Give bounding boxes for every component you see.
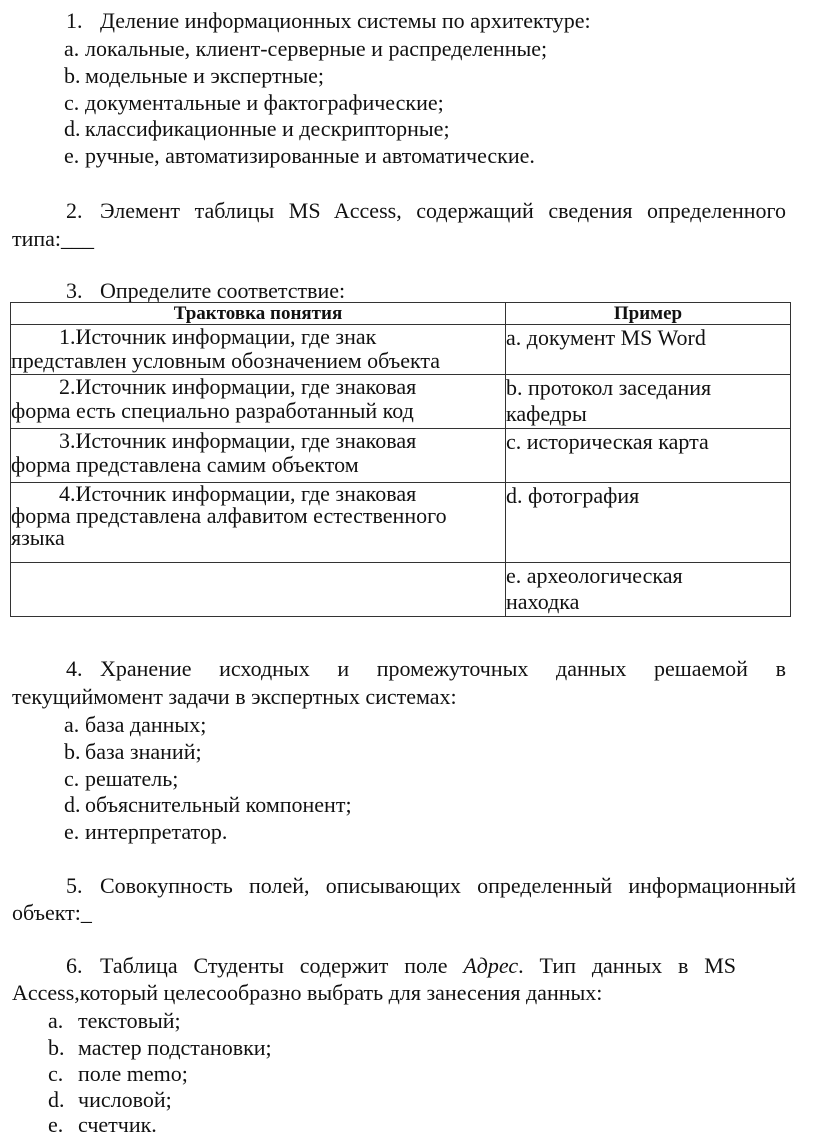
cell-text: 3.Источник информации, где знаковая: [59, 428, 417, 453]
q6-option-e: [48, 1112, 157, 1138]
option-text: текстовый;: [78, 1008, 181, 1033]
option-letter: e.: [48, 1112, 64, 1137]
q4-option-a: [64, 712, 206, 738]
option-text: поле memo;: [78, 1061, 188, 1086]
q3-number: 3.: [66, 278, 83, 303]
q1-title: [66, 8, 591, 34]
q6-field-name: Адрес: [463, 953, 519, 978]
row-1-right: [506, 325, 791, 375]
q2-text-line1: Элемент таблицы MS Access, содержащий сведения определенного: [100, 198, 786, 223]
q3-title: [66, 278, 345, 304]
option-letter: a.: [64, 36, 80, 61]
option-letter: c.: [48, 1061, 64, 1086]
option-text: база данных;: [85, 712, 207, 737]
option-text: документальные и фактографические;: [85, 90, 444, 115]
option-text: база знаний;: [85, 739, 202, 764]
option-text: классификационные и дескрипторные;: [85, 116, 450, 141]
q1-number: 1.: [66, 8, 83, 33]
q6-option-c: [48, 1061, 188, 1087]
cell-text: d. фотография: [506, 483, 640, 508]
option-letter: c.: [64, 766, 80, 791]
table-row: [11, 375, 791, 429]
option-text: объяснительный компонент;: [85, 792, 352, 817]
q4-option-c: [64, 766, 178, 792]
row-2-left: [11, 375, 506, 429]
option-letter: e.: [64, 819, 80, 844]
q1-option-b: [64, 63, 324, 89]
q6-option-b: [48, 1035, 272, 1061]
q4-line2: текущиймомент задачи в экспертных системах:: [12, 684, 457, 709]
q1-option-c: [64, 90, 444, 116]
cell-text: b. протокол заседания: [506, 375, 712, 400]
row-4-right: [506, 483, 791, 563]
row-1-left: [11, 325, 506, 375]
q4-number: 4.: [66, 656, 83, 681]
option-text: модельные и экспертные;: [85, 63, 324, 88]
header-interpretation: Трактовка понятия: [11, 303, 506, 325]
cell-text: находка: [506, 589, 580, 614]
q3-text: Определите соответствие:: [100, 278, 346, 303]
row-5-right: [506, 563, 791, 617]
row-3-right: [506, 429, 791, 483]
cell-text: языка: [11, 525, 65, 550]
cell-text: a. документ MS Word: [506, 325, 706, 350]
cell-text: 4.Источник информации, где знаковая: [59, 481, 417, 506]
q4-option-b: [64, 739, 202, 765]
q6-option-a: [48, 1008, 181, 1034]
q6-option-d: [48, 1087, 172, 1113]
q4-text-line1: Хранение исходных и промежуточных данных решаемой в: [100, 656, 786, 681]
option-text: числовой;: [78, 1087, 172, 1112]
table-row: [11, 483, 791, 563]
q5-number: 5.: [66, 873, 83, 898]
row-5-left: [11, 563, 506, 617]
option-text: интерпретатор.: [85, 819, 228, 844]
cell-text: e. археологическая: [506, 563, 683, 588]
row-2-right: [506, 375, 791, 429]
option-letter: b.: [64, 63, 81, 88]
q1-option-e: [64, 143, 535, 169]
option-letter: d.: [64, 792, 81, 817]
cell-text: c. историческая карта: [506, 429, 709, 454]
row-4-left: [11, 483, 506, 563]
q6-text-start: Таблица Студенты содержит поле: [100, 953, 448, 978]
row-3-left: [11, 429, 506, 483]
cell-text: представлен условным обозначением объекта: [11, 348, 441, 373]
q4-line1: [66, 656, 786, 682]
option-letter: a.: [64, 712, 80, 737]
q5-line1: [66, 873, 796, 899]
q2-line2: типа:___: [12, 226, 95, 251]
q6-line2: Access,который целесообразно выбрать для занесения данных:: [12, 980, 603, 1005]
q6-line1: [66, 953, 736, 979]
cell-text: форма представлена алфавитом естественного: [11, 503, 447, 528]
q1-text: Деление информационных системы по архитектуре:: [100, 8, 591, 33]
option-text: счетчик.: [78, 1112, 157, 1137]
cell-text: кафедры: [506, 401, 587, 426]
table-row: [11, 429, 791, 483]
cell-text: 1.Источник информации, где знак: [59, 324, 377, 349]
q4-option-e: [64, 819, 227, 845]
cell-text: форма представлена самим объектом: [11, 452, 359, 477]
option-text: ручные, автоматизированные и автоматические.: [85, 143, 535, 168]
q4-option-d: [64, 792, 352, 818]
cell-text: 2.Источник информации, где знаковая: [59, 374, 417, 399]
option-text: локальные, клиент-серверные и распределенные;: [85, 36, 548, 61]
q1-option-d: [64, 116, 450, 142]
cell-text: форма есть специально разработанный код: [11, 398, 414, 423]
q2-number: 2.: [66, 198, 83, 223]
option-letter: b.: [64, 739, 81, 764]
table-row: [11, 325, 791, 375]
q1-option-a: [64, 36, 547, 62]
header-example: Пример: [506, 303, 791, 325]
q6-number: 6.: [66, 953, 83, 978]
option-letter: e.: [64, 143, 80, 168]
option-letter: b.: [48, 1035, 65, 1060]
option-letter: c.: [64, 90, 80, 115]
q5-text-line1: Совокупность полей, описывающих определенный информационный: [100, 873, 796, 898]
q6-text-end: . Тип данных в MS: [518, 953, 736, 978]
option-letter: d.: [48, 1087, 65, 1112]
matching-table: [10, 302, 791, 617]
option-text: мастер подстановки;: [78, 1035, 272, 1060]
option-text: решатель;: [85, 766, 179, 791]
table-row: [11, 563, 791, 617]
option-letter: a.: [48, 1008, 64, 1033]
q5-line2: объект:_: [12, 900, 92, 925]
q2-line1: [66, 198, 786, 224]
table-header-row: [11, 303, 791, 325]
option-letter: d.: [64, 116, 81, 141]
